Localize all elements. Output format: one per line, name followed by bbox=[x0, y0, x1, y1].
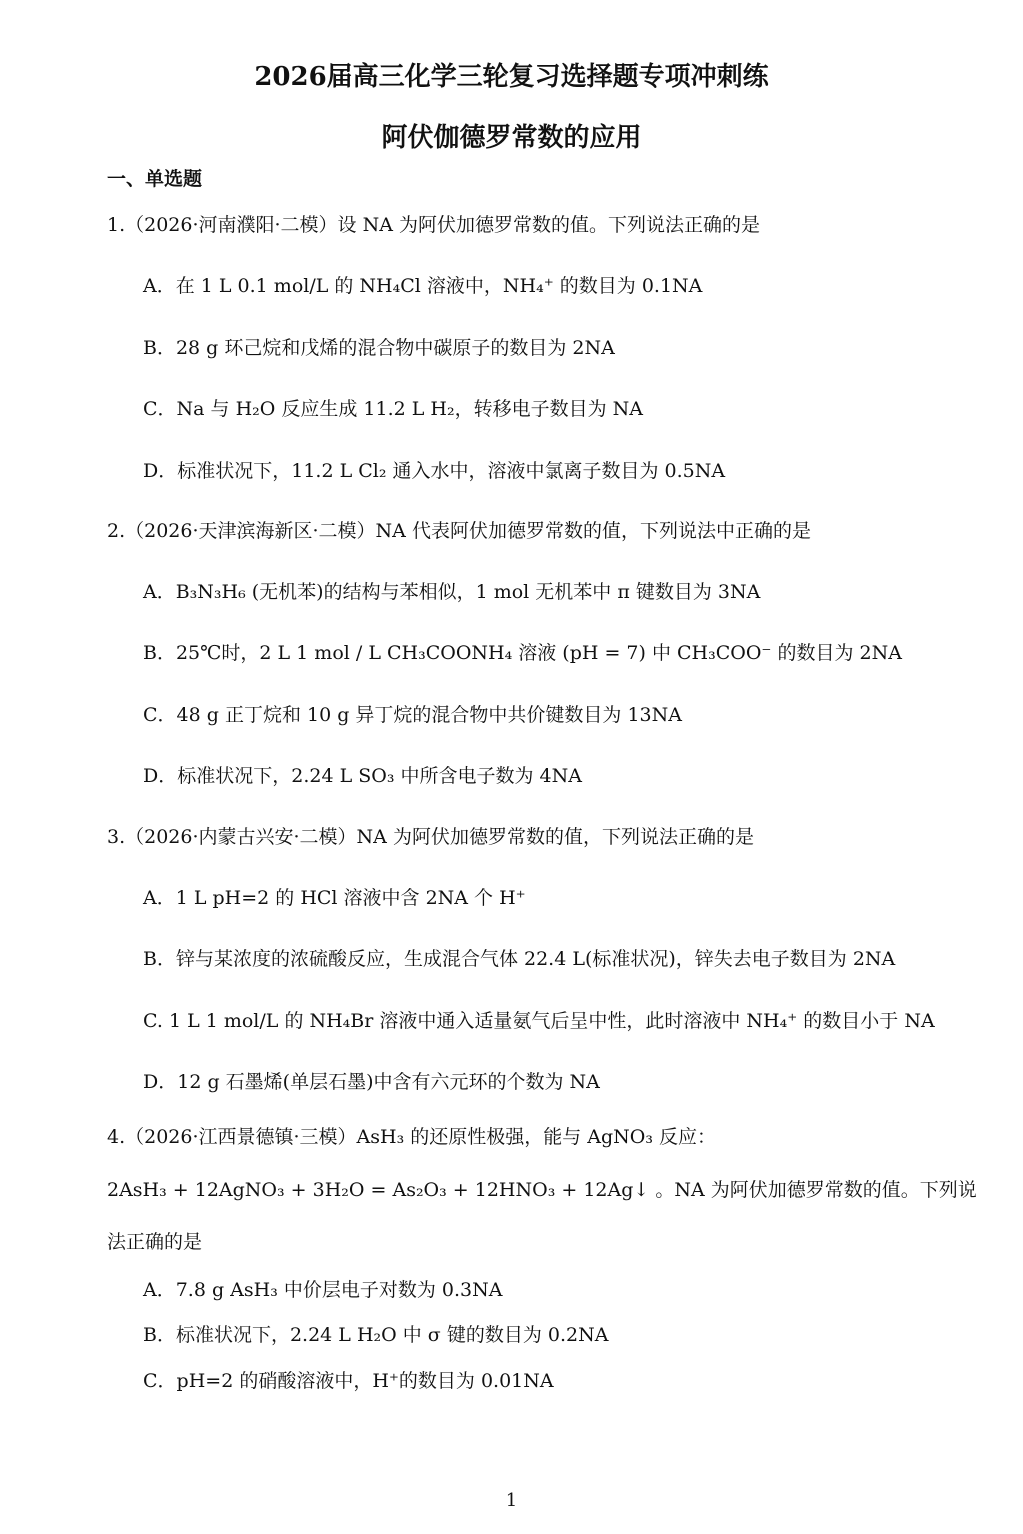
question-4-option-a: A．7.8 g AsH₃ 中价层电子对数为 0.3NA bbox=[143, 1279, 503, 1301]
question-1-option-a: A．在 1 L 0.1 mol/L 的 NH₄Cl 溶液中，NH₄⁺ 的数目为 0.1NA bbox=[143, 275, 703, 297]
question-2-option-d: D．标准状况下，2.24 L SO₃ 中所含电子数为 4NA bbox=[143, 765, 582, 787]
question-4-stem: 4.（2026·江西景德镇·三模）AsH₃ 的还原性极强，能与 AgNO₃ 反应： bbox=[107, 1126, 717, 1148]
document-subtitle: 阿伏伽德罗常数的应用 bbox=[381, 123, 642, 153]
question-1-option-b: B．28 g 环己烷和戊烯的混合物中碳原子的数目为 2NA bbox=[143, 337, 615, 359]
question-1-stem: 1.（2026·河南濮阳·二模）设 NA 为阿伏加德罗常数的值。下列说法正确的是 bbox=[107, 214, 760, 236]
question-2-stem: 2.（2026·天津滨海新区·二模）NA 代表阿伏加德罗常数的值，下列说法中正确的是 bbox=[107, 520, 811, 542]
question-2-option-b: B．25℃时，2 L 1 mol / L CH₃COONH₄ 溶液 (pH = 7) 中 CH₃COO⁻ 的数目为 2NA bbox=[143, 642, 902, 664]
question-3-option-b: B．锌与某浓度的浓硫酸反应，生成混合气体 22.4 L(标准状况)，锌失去电子数目为 2NA bbox=[143, 948, 896, 970]
section-heading: 一、单选题 bbox=[107, 168, 203, 190]
question-4-option-b: B．标准状况下，2.24 L H₂O 中 σ 键的数目为 0.2NA bbox=[143, 1324, 609, 1346]
question-2-option-a: A．B₃N₃H₆ (无机苯)的结构与苯相似，1 mol 无机苯中 π 键数目为 3NA bbox=[143, 581, 761, 603]
question-4-equation: 2AsH₃ + 12AgNO₃ + 3H₂O = As₂O₃ + 12HNO₃ + 12Ag↓ 。NA 为阿伏加德罗常数的值。下列说 bbox=[107, 1179, 977, 1201]
document-title: 2026届高三化学三轮复习选择题专项冲刺练 bbox=[254, 62, 769, 92]
page-number: 1 bbox=[505, 1490, 518, 1511]
question-3-option-d: D．12 g 石墨烯(单层石墨)中含有六元环的个数为 NA bbox=[143, 1071, 600, 1093]
question-4-option-c: C．pH=2 的硝酸溶液中，H⁺的数目为 0.01NA bbox=[143, 1370, 554, 1392]
question-1-option-d: D．标准状况下，11.2 L Cl₂ 通入水中，溶液中氯离子数目为 0.5NA bbox=[143, 460, 726, 482]
question-3-stem: 3.（2026·内蒙古兴安·二模）NA 为阿伏加德罗常数的值，下列说法正确的是 bbox=[107, 826, 754, 848]
question-3-option-a: A．1 L pH=2 的 HCl 溶液中含 2NA 个 H⁺ bbox=[143, 887, 526, 909]
question-3-option-c: C. 1 L 1 mol/L 的 NH₄Br 溶液中通入适量氨气后呈中性，此时溶液中 NH₄⁺ 的数目小于 NA bbox=[143, 1010, 935, 1032]
question-2-option-c: C．48 g 正丁烷和 10 g 异丁烷的混合物中共价键数目为 13NA bbox=[143, 704, 682, 726]
question-4-stem-continued: 法正确的是 bbox=[107, 1231, 203, 1253]
question-1-option-c: C．Na 与 H₂O 反应生成 11.2 L H₂，转移电子数目为 NA bbox=[143, 398, 643, 420]
